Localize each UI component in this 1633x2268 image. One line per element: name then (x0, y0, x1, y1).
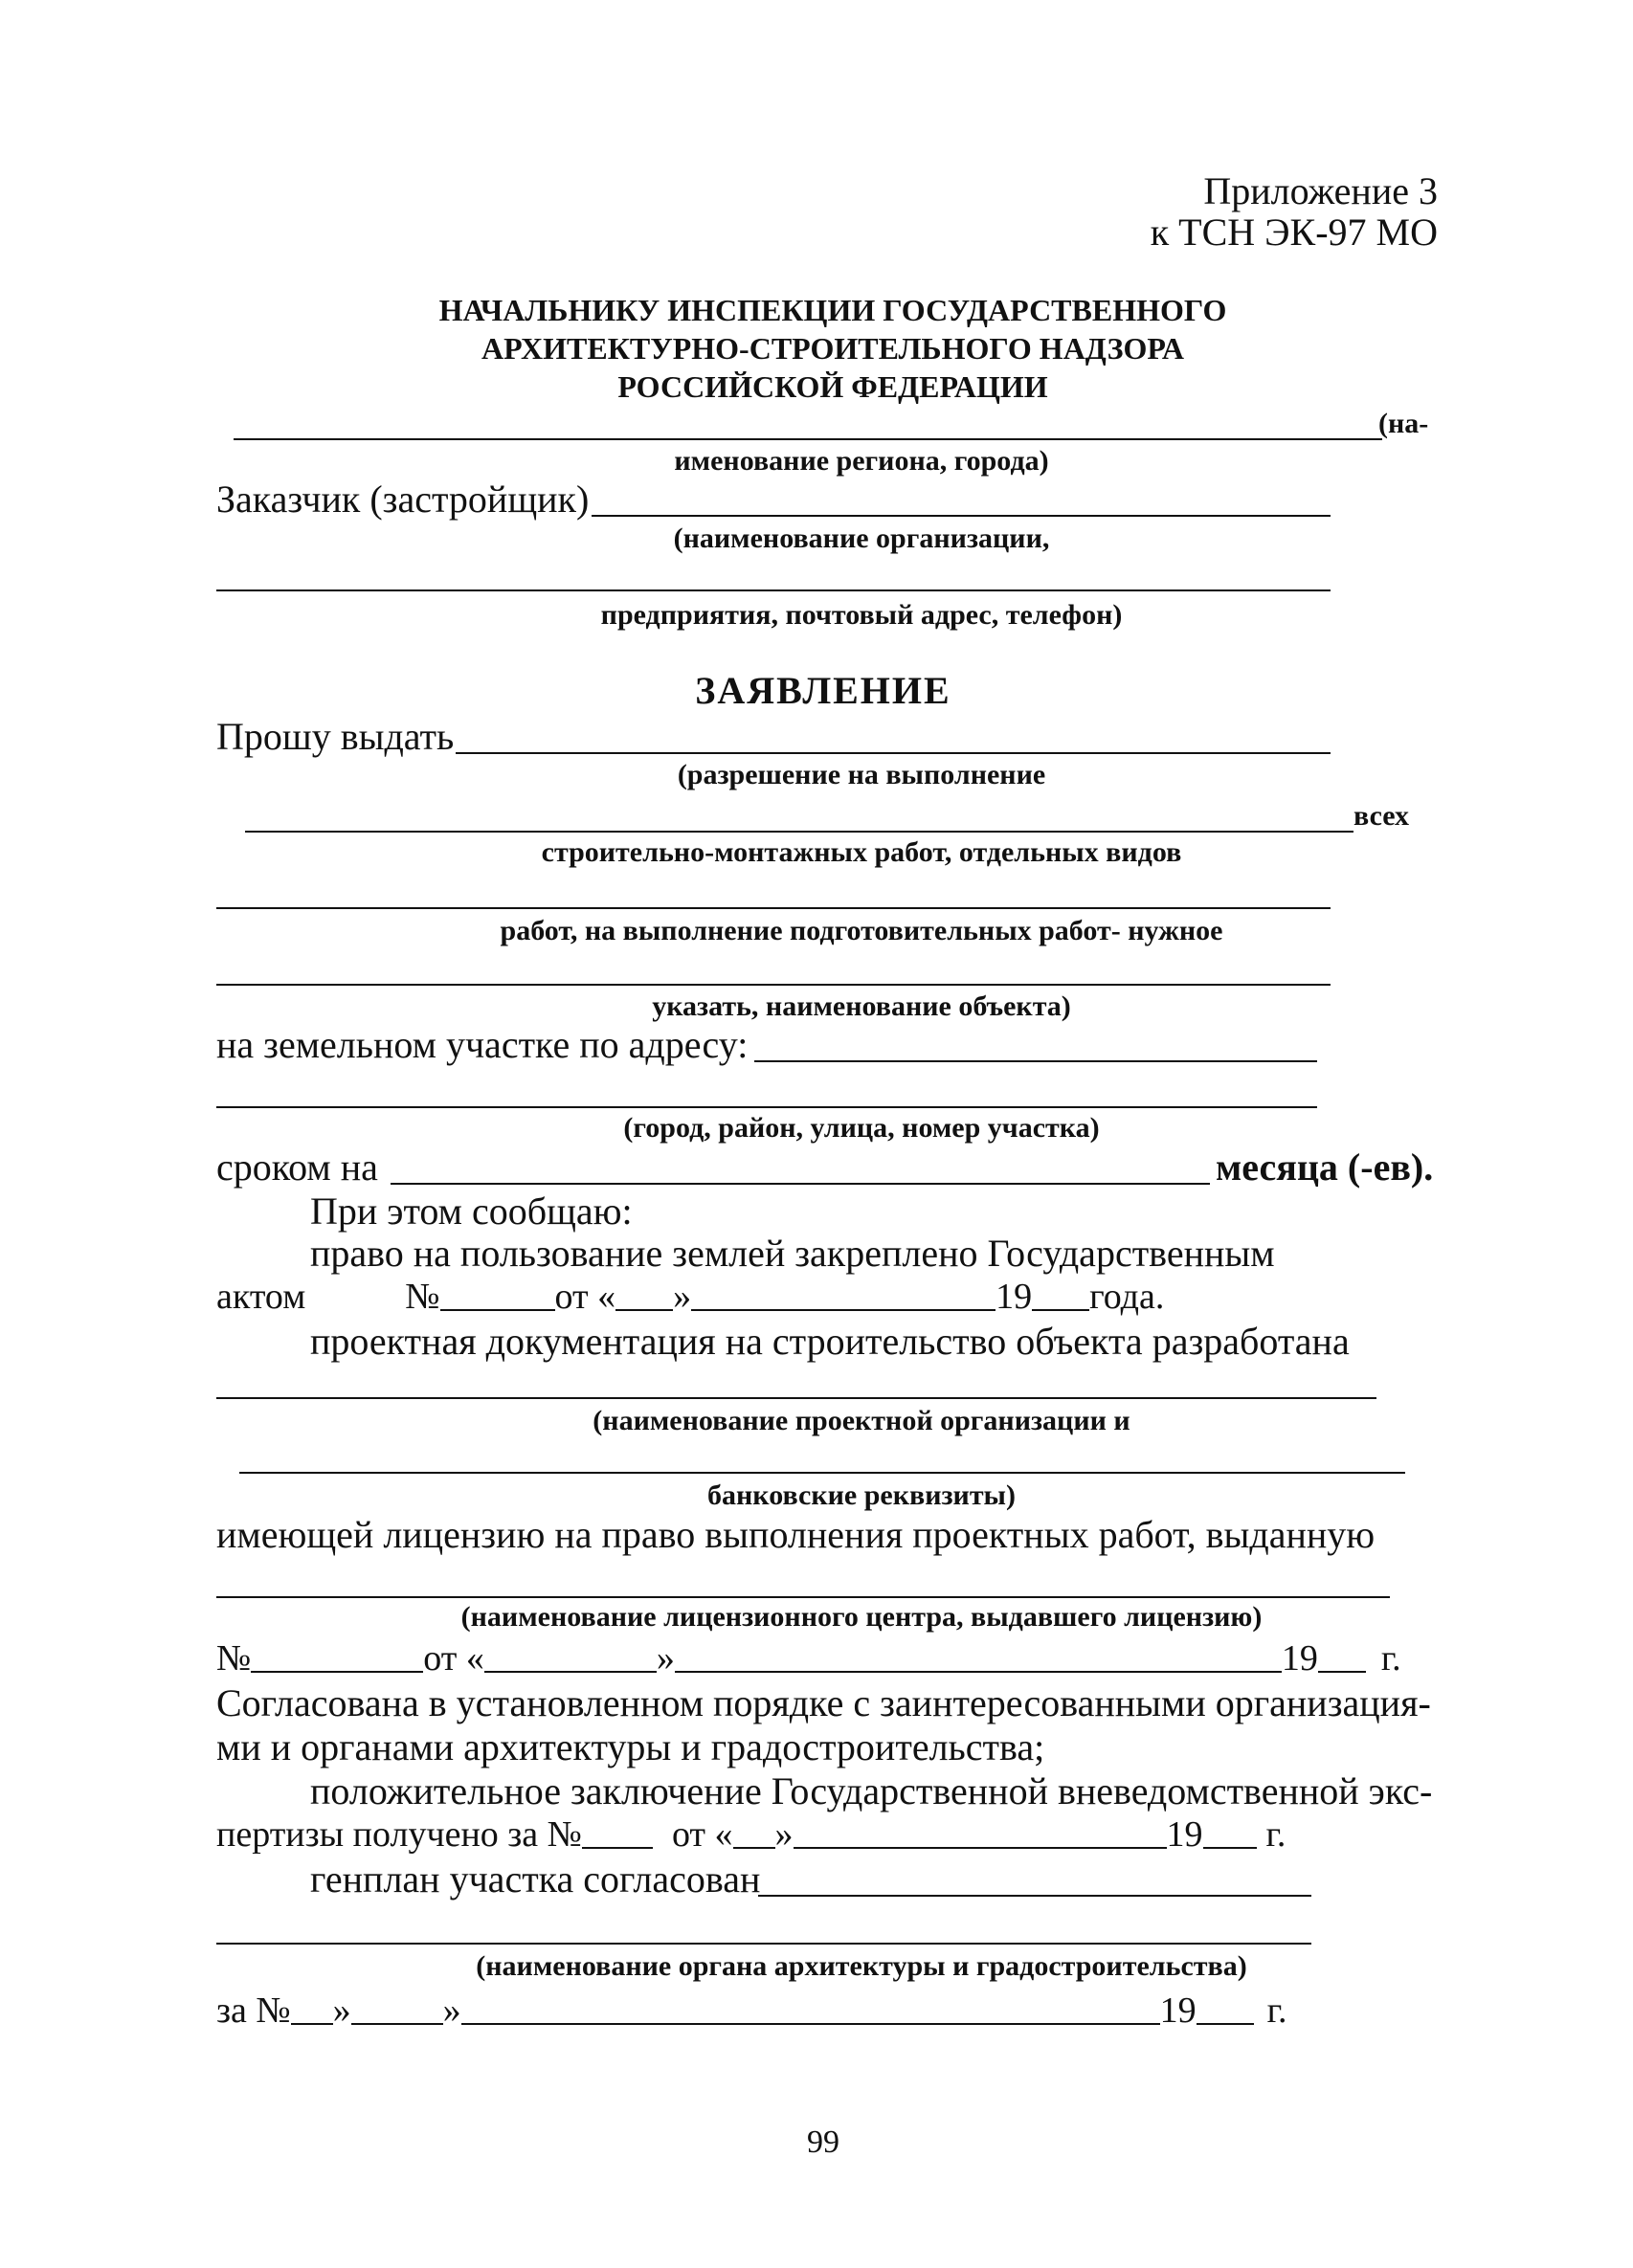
report-land-right: право на пользование землей закреплено Государственным (310, 1232, 1275, 1275)
customer-hint-1: (наименование организации, (673, 523, 1050, 554)
act-close-quote: » (673, 1277, 692, 1317)
site-label: на земельном участке по адресу: (216, 1023, 749, 1066)
report-design-doc: проектная документация на строительство объекта разработана (310, 1320, 1350, 1363)
addressee-line-3: РОССИЙСКОЙ ФЕДЕРАЦИИ (617, 369, 1048, 404)
request-all-word: всех (1353, 800, 1409, 832)
expertise-row (216, 1816, 1286, 1853)
request-blank-4[interactable] (216, 984, 1331, 986)
site-hint: (город, район, улица, номер участка) (623, 1112, 1100, 1144)
request-blank-3[interactable] (216, 907, 1331, 909)
term-blank[interactable] (391, 1183, 1210, 1185)
appendix-line-2: к ТСН ЭК-97 МО (1150, 211, 1438, 254)
request-hint-1: (разрешение на выполнение (677, 759, 1046, 790)
license-month-blank[interactable] (675, 1669, 1282, 1673)
design-hint-2: банковские реквизиты) (707, 1479, 1016, 1511)
license-close-quote: » (656, 1638, 675, 1679)
expertise-day-blank[interactable] (733, 1845, 775, 1849)
report-expertise-1: положительное заключение Государственной вневедомственной экс- (310, 1769, 1433, 1812)
act-label: актом (216, 1277, 306, 1317)
appendix-line-1: Приложение 3 (1203, 169, 1438, 212)
report-license: имеющей лицензию на право выполнения проектных работ, выданную (216, 1513, 1376, 1556)
report-agreed-2: ми и органами архитектуры и градостроительства; (216, 1725, 1045, 1768)
term-unit: месяца (-ев). (1216, 1145, 1434, 1189)
region-hint-b: именование региона, города) (674, 445, 1049, 477)
act-year-prefix: 19 (995, 1277, 1033, 1317)
final-quote-1: » (332, 1990, 351, 2031)
license-year-prefix: 19 (1281, 1638, 1318, 1679)
addressee-line-1: НАЧАЛЬНИКУ ИНСПЕКЦИИ ГОСУДАРСТВЕННОГО (438, 293, 1227, 327)
genplan-blank-2[interactable] (216, 1943, 1311, 1945)
design-blank[interactable] (216, 1397, 1376, 1399)
site-blank[interactable] (754, 1060, 1317, 1062)
request-blank-2[interactable] (245, 831, 1353, 833)
genplan-blank[interactable] (758, 1895, 1311, 1897)
license-hint: (наименование лицензионного центра, выдавшего лицензию) (460, 1601, 1263, 1633)
request-label: Прошу выдать (216, 715, 455, 758)
expertise-month-blank[interactable] (794, 1845, 1167, 1849)
request-hint-3: работ, на выполнение подготовительных работ- нужное (500, 915, 1223, 946)
request-blank[interactable] (456, 752, 1331, 754)
act-year-blank[interactable] (1032, 1307, 1089, 1311)
expertise-year-abbr: г. (1265, 1814, 1286, 1855)
term-label: сроком на (216, 1145, 378, 1189)
final-year-abbr: г. (1266, 1990, 1287, 2031)
genplan-hint: (наименование органа архитектуры и градостроительства) (476, 1950, 1247, 1982)
page-number: 99 (807, 2124, 839, 2160)
report-genplan: генплан участка согласован (310, 1857, 761, 1901)
act-month-blank[interactable] (691, 1307, 995, 1311)
act-year-word: года. (1089, 1277, 1165, 1317)
genplan-date-row (216, 1992, 1286, 2029)
design-hint-1: (наименование проектной организации и (593, 1405, 1130, 1436)
expertise-year-prefix: 19 (1166, 1814, 1203, 1855)
addressee-line-2: АРХИТЕКТУРНО-СТРОИТЕЛЬНОГО НАДЗОРА (481, 331, 1184, 366)
customer-hint-2: предприятия, почтовый адрес, телефон) (600, 599, 1123, 631)
report-expertise-2: пертизы получено за № (216, 1814, 582, 1855)
license-number-sign: № (216, 1638, 252, 1679)
final-month-blank[interactable] (461, 2021, 1160, 2025)
request-hint-2: строительно-монтажных работ, отдельных видов (541, 836, 1182, 868)
act-number-sign: № (405, 1277, 440, 1317)
act-row (216, 1279, 1164, 1315)
act-from: от « (554, 1277, 616, 1317)
final-year-blank[interactable] (1197, 2021, 1254, 2025)
license-year-abbr: г. (1380, 1638, 1401, 1679)
final-prefix: за № (216, 1990, 291, 2031)
final-day-blank[interactable] (351, 2021, 443, 2025)
license-from: от « (423, 1638, 484, 1679)
expertise-year-blank[interactable] (1203, 1845, 1257, 1849)
license-day-blank[interactable] (484, 1669, 657, 1673)
customer-blank[interactable] (592, 515, 1331, 517)
license-year-blank[interactable] (1318, 1669, 1366, 1673)
expertise-from: от « (671, 1814, 733, 1855)
final-quote-2: » (442, 1990, 461, 2031)
act-number-blank[interactable] (440, 1307, 555, 1311)
report-agreed-1: Согласована в установленном порядке с заинтересованными организация- (216, 1681, 1431, 1724)
license-blank[interactable] (216, 1596, 1390, 1598)
act-day-blank[interactable] (615, 1307, 673, 1311)
region-blank[interactable] (234, 438, 1382, 440)
final-year-prefix: 19 (1159, 1990, 1197, 2031)
document-title: ЗАЯВЛЕНИЕ (695, 669, 951, 712)
site-blank-2[interactable] (216, 1106, 1317, 1108)
expertise-close-quote: » (774, 1814, 794, 1855)
customer-blank-2[interactable] (216, 589, 1331, 591)
customer-label: Заказчик (застройщик) (216, 478, 590, 521)
design-blank-2[interactable] (239, 1472, 1405, 1474)
request-hint-4: указать, наименование объекта) (652, 990, 1071, 1022)
expertise-number-blank[interactable] (582, 1845, 653, 1849)
license-date-row (216, 1640, 1401, 1677)
license-number-blank[interactable] (251, 1669, 423, 1673)
final-number-blank[interactable] (291, 2021, 333, 2025)
report-intro: При этом сообщаю: (310, 1190, 633, 1233)
region-hint-a: (на- (1378, 408, 1429, 439)
